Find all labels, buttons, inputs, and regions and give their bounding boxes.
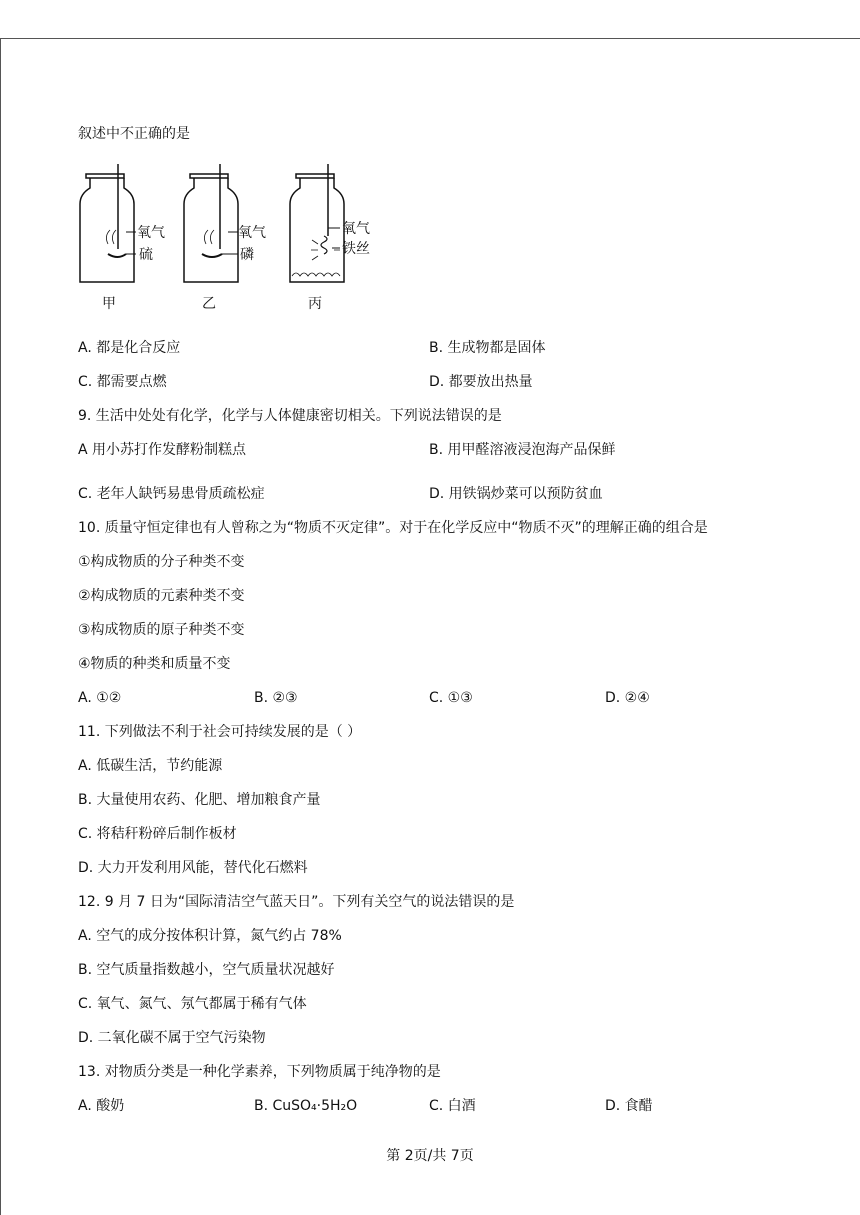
jars-diagram xyxy=(78,164,408,314)
q12-option-d: D. 二氧化碳不属于空气污染物 xyxy=(78,1030,266,1046)
q9-option-a: A 用小苏打作发酵粉制糕点 xyxy=(78,442,247,458)
q13-option-d: D. 食醋 xyxy=(605,1098,653,1114)
jar-yi-callout-oxygen: 氧气 xyxy=(238,225,266,241)
q11-option-b: B. 大量使用农药、化肥、增加粮食产量 xyxy=(78,792,321,808)
q12-stem: 12. 9 月 7 日为“国际清洁空气蓝天日”。下列有关空气的说法错误的是 xyxy=(78,894,515,910)
q9-option-d: D. 用铁锅炒菜可以预防贫血 xyxy=(429,486,603,502)
q12-option-c: C. 氧气、氮气、氖气都属于稀有气体 xyxy=(78,996,307,1012)
jar-jia-callout-sulfur: 硫 xyxy=(139,247,153,263)
q9-option-c: C. 老年人缺钙易患骨质疏松症 xyxy=(78,486,265,502)
q12-option-a: A. 空气的成分按体积计算，氮气约占 78% xyxy=(78,928,342,944)
jar-jia-callout-oxygen: 氧气 xyxy=(137,225,165,241)
q9-option-b: B. 用甲醛溶液浸泡海产品保鲜 xyxy=(429,442,616,458)
jar-yi xyxy=(184,164,266,312)
q10-item-2: ②构成物质的元素种类不变 xyxy=(78,588,245,604)
q10-option-d: D. ②④ xyxy=(605,690,650,706)
page-footer: 第 2页/共 7页 xyxy=(386,1148,474,1164)
jar-bing-label: 丙 xyxy=(308,296,322,312)
q10-option-b: B. ②③ xyxy=(254,690,298,706)
q9-stem: 9. 生活中处处有化学，化学与人体健康密切相关。下列说法错误的是 xyxy=(78,408,502,424)
jar-jia xyxy=(80,164,165,312)
jar-jia-label: 甲 xyxy=(102,296,116,312)
jar-bing-callout-oxygen: 氧气 xyxy=(342,221,370,237)
q11-stem: 11. 下列做法不利于社会可持续发展的是（ ） xyxy=(78,724,362,740)
jar-yi-callout-phosphorus: 磷 xyxy=(240,247,254,263)
jar-bing-callout-iron-wire: 铁丝 xyxy=(342,241,370,257)
q8-option-d: D. 都要放出热量 xyxy=(429,374,533,390)
q8-option-b: B. 生成物都是固体 xyxy=(429,340,546,356)
jar-bing xyxy=(290,164,370,312)
page-border-left xyxy=(0,38,1,1215)
jar-yi-label: 乙 xyxy=(202,296,216,312)
q10-item-4: ④物质的种类和质量不变 xyxy=(78,656,231,672)
q10-stem: 10. 质量守恒定律也有人曾称之为“物质不灭定律”。对于在化学反应中“物质不灭”的理解正确的组合是 xyxy=(78,520,708,536)
q12-option-b: B. 空气质量指数越小，空气质量状况越好 xyxy=(78,962,335,978)
q8-option-a: A. 都是化合反应 xyxy=(78,340,181,356)
combustion-jars-figure xyxy=(78,164,408,314)
q13-option-c: C. 白酒 xyxy=(429,1098,476,1114)
q11-option-a: A. 低碳生活，节约能源 xyxy=(78,758,223,774)
page-border-top xyxy=(0,38,860,39)
q10-item-1: ①构成物质的分子种类不变 xyxy=(78,554,245,570)
q10-option-c: C. ①③ xyxy=(429,690,473,706)
q10-item-3: ③构成物质的原子种类不变 xyxy=(78,622,245,638)
q10-option-a: A. ①② xyxy=(78,690,122,706)
q13-stem: 13. 对物质分类是一种化学素养，下列物质属于纯净物的是 xyxy=(78,1064,441,1080)
q13-option-b: B. CuSO₄·5H₂O xyxy=(254,1098,358,1114)
q13-option-a: A. 酸奶 xyxy=(78,1098,125,1114)
q8-option-c: C. 都需要点燃 xyxy=(78,374,167,390)
question-8-stem-tail: 叙述中不正确的是 xyxy=(78,126,190,142)
q11-option-d: D. 大力开发利用风能，替代化石燃料 xyxy=(78,860,308,876)
q11-option-c: C. 将秸秆粉碎后制作板材 xyxy=(78,826,237,842)
